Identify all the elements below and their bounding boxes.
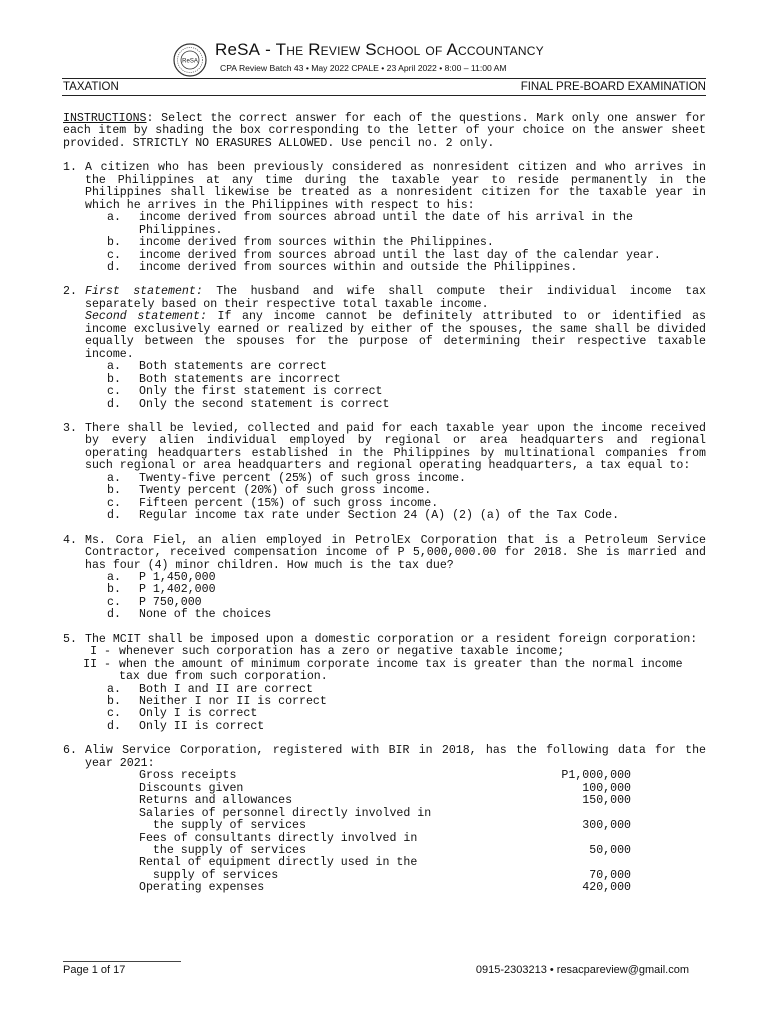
question-number: 4. <box>63 533 77 547</box>
exam-content <box>63 113 706 895</box>
option-d: d. income derived from sources within and outside the Philippines. <box>107 260 578 274</box>
subject-label: TAXATION <box>63 81 119 93</box>
question-number: 3. <box>63 421 77 435</box>
table-row: Salaries of personnel directly involved in the supply of services 300,000 <box>139 806 631 833</box>
option-b: b. Neither I nor II is correct <box>107 695 327 709</box>
question-text: The MCIT shall be imposed upon a domestic corporation or a resident foreign corporation: <box>85 632 698 646</box>
second-statement-label: Second statement: <box>85 310 207 324</box>
logo-text: ReSA <box>182 58 198 65</box>
question-2 <box>63 286 706 411</box>
question-5 <box>63 634 706 734</box>
exam-title: FINAL PRE-BOARD EXAMINATION <box>520 81 706 93</box>
option-c: c. P 750,000 <box>107 595 202 609</box>
contact-info: 0915-2303213 • resacpareview@gmail.com <box>475 964 689 976</box>
option-d: d. None of the choices <box>107 608 272 622</box>
option-c: c. Only the first statement is correct <box>107 385 383 399</box>
question-number: 2. <box>63 285 77 299</box>
roman-statements <box>71 646 706 683</box>
option-d: d. Only II is correct <box>107 719 265 733</box>
table-row: Operating expenses 420,000 <box>139 881 631 895</box>
instructions <box>63 113 706 150</box>
question-4 <box>63 535 706 622</box>
option-a: a. Both I and II are correct <box>107 682 313 696</box>
option-d: d. Only the second statement is correct <box>107 397 390 411</box>
option-b: b. Twenty percent (20%) of such gross income. <box>107 484 432 498</box>
brand-name: ReSA <box>215 40 261 59</box>
option-a: a. income derived from sources abroad until the date of his arrival in the Philippines. <box>107 211 633 237</box>
resa-seal-logo <box>173 43 207 77</box>
first-statement-label: First statement: <box>85 285 203 299</box>
option-a: a. P 1,450,000 <box>107 570 216 584</box>
question-text: There shall be levied, collected and paid for each taxable year upon the income received by every alien individual employed by regional or area headquarters and regional operating headquarters established in the Philippines by multinational companies from such regional or area headquarters and regional operating headquarters, a tax equal to: <box>85 421 706 473</box>
second-statement-text: If any income cannot be definitely attributed to or identified as income exclusively earned or realized by either of the spouses, the same shall be divided equally between the spouses for the purpose of determining their respective taxable income. <box>85 310 706 361</box>
option-c: c. income derived from sources abroad until the last day of the calendar year. <box>107 248 661 262</box>
statement-ii: II - when the amount of minimum corporate income tax is greater than the normal income tax due from such corporation. <box>83 657 683 684</box>
question-text: A citizen who has been previously considered as nonresident citizen and who arrives in the Philippines at any time during the taxable year to reside permanently in the Philippines shall likewise be treated as a nonresident citizen for the taxable year in which he arrives in the Philippines with respect to his: <box>85 161 706 212</box>
footer-rule <box>63 961 181 962</box>
header-rule-bottom <box>62 95 706 96</box>
question-number: 5. <box>63 632 77 646</box>
table-row: Fees of consultants directly involved in the supply of services 50,000 <box>139 831 631 858</box>
options <box>107 572 706 622</box>
option-d: d. Regular income tax rate under Section 24 (A) (2) (a) of the Tax Code. <box>107 509 620 523</box>
table-row: Rental of equipment directly used in the supply of services 70,000 <box>139 856 631 882</box>
statement-i: I - whenever such corporation has a zero or negative taxable income; <box>90 645 565 659</box>
question-6 <box>63 745 706 894</box>
options <box>107 684 706 734</box>
question-text: Aliw Service Corporation, registered with BIR in 2018, has the following data for the year 2021: <box>85 744 706 770</box>
header-rule-top <box>62 78 706 79</box>
question-1 <box>63 162 706 274</box>
school-name: - The Review School of Accountancy <box>260 40 544 59</box>
question-number: 6. <box>63 744 77 758</box>
option-b: b. income derived from sources within the Philippines. <box>107 236 494 250</box>
data-table <box>139 770 631 895</box>
options <box>107 473 706 523</box>
table-row: Returns and allowances 150,000 <box>139 794 631 808</box>
option-a: a. Both statements are correct <box>107 360 327 374</box>
option-a: a. Twenty-five percent (25%) of such gross income. <box>107 471 466 485</box>
school-title <box>215 40 544 60</box>
table-row: Discounts given 100,000 <box>139 781 631 795</box>
instructions-label: INSTRUCTIONS <box>63 112 147 125</box>
instructions-text: : Select the correct answer for each of the questions. Mark only one answer for each item by shading the box corresponding to the letter of your choice on the answer sheet provided. STRICTLY NO ERASURES ALLOWED. Use pencil no. 2 only. <box>63 112 706 150</box>
question-3 <box>63 423 706 523</box>
option-c: c. Only I is correct <box>107 707 258 721</box>
exam-subline: CPA Review Batch 43 • May 2022 CPALE • 23 April 2022 • 8:00 – 11:00 AM <box>220 63 507 73</box>
table-row: Gross receipts P1,000,000 <box>139 769 631 783</box>
options <box>107 212 706 274</box>
option-b: b. Both statements are incorrect <box>107 372 341 386</box>
option-b: b. P 1,402,000 <box>107 583 216 597</box>
page-number: Page 1 of 17 <box>63 964 126 976</box>
first-statement <box>85 286 706 311</box>
first-statement-text: The husband and wife shall compute their individual income tax separately based on their respective total taxable income. <box>85 285 706 311</box>
options <box>107 361 706 411</box>
question-text: Ms. Cora Fiel, an alien employed in PetrolEx Corporation that is a Petroleum Service Contractor, received compensation income of P 5,000,000.00 for 2018. She is married and has four (4) minor children. How much is the tax due? <box>85 533 706 572</box>
second-statement <box>85 311 706 361</box>
option-c: c. Fifteen percent (15%) of such gross income. <box>107 496 439 510</box>
question-number: 1. <box>63 161 77 175</box>
